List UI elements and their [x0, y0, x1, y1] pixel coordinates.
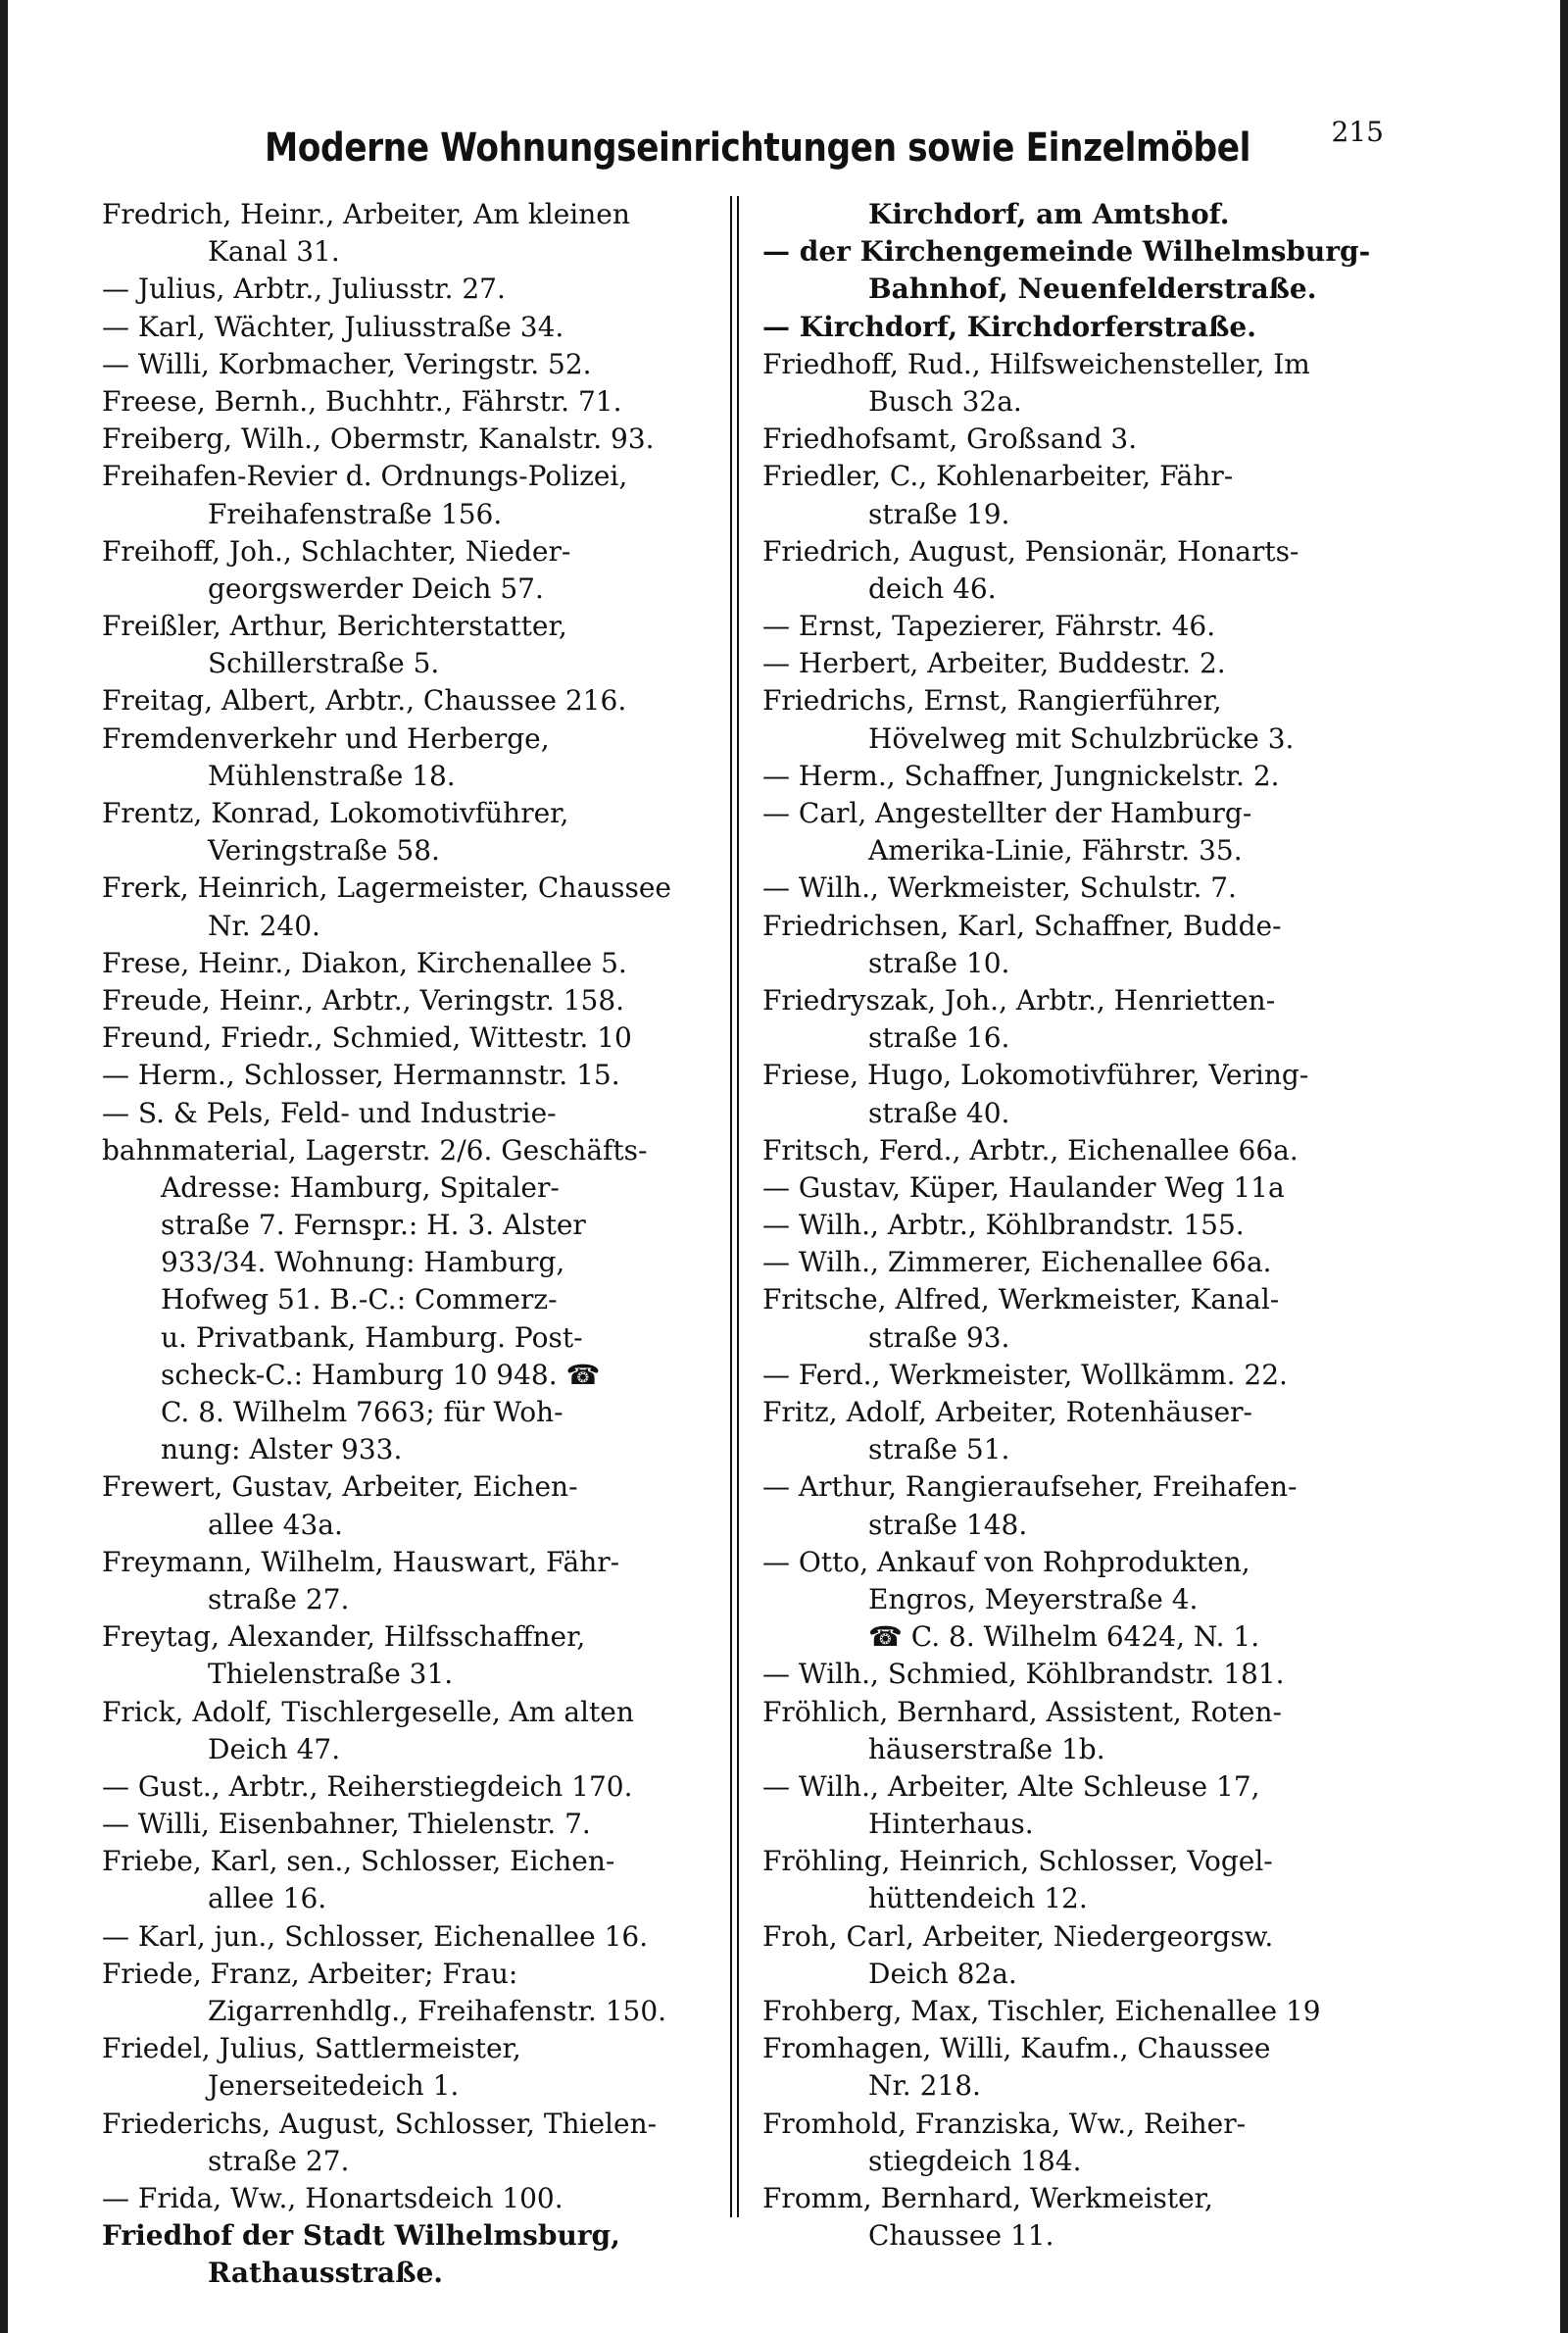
directory-line: C. 8. Wilhelm 7663; für Woh-	[161, 1396, 564, 1428]
directory-line: — Gust., Arbtr., Reiherstiegdeich 170.	[102, 1769, 633, 1803]
directory-line: — Herm., Schlosser, Hermannstr. 15.	[102, 1059, 620, 1092]
directory-line: — Frida, Ww., Honartsdeich 100.	[102, 2181, 564, 2214]
directory-line: — Kirchdorf, Kirchdorferstraße.	[762, 310, 1256, 343]
directory-line: Freißler, Arthur, Berichterstatter,	[102, 610, 567, 643]
directory-line: hüttendeich 12.	[868, 1882, 1088, 1915]
directory-line: Engros, Meyerstraße 4.	[868, 1582, 1199, 1615]
directory-line: Nr. 218.	[868, 2069, 981, 2103]
directory-line: Friederichs, August, Schlosser, Thielen-	[102, 2107, 658, 2140]
directory-line: Freihoff, Joh., Schlachter, Nieder-	[102, 534, 571, 568]
directory-line: Fromhagen, Willi, Kaufm., Chaussee	[762, 2032, 1271, 2065]
directory-line: straße 10.	[868, 946, 1010, 979]
directory-line: u. Privatbank, Hamburg. Post-	[161, 1320, 583, 1354]
directory-line: — Wilh., Zimmerer, Eichenallee 66a.	[762, 1246, 1272, 1279]
directory-line: Fritsche, Alfred, Werkmeister, Kanal-	[762, 1283, 1280, 1316]
page-header	[8, 116, 1560, 194]
directory-line: nung: Alster 933.	[161, 1433, 403, 1466]
directory-line: Friebe, Karl, sen., Schlosser, Eichen-	[102, 1845, 615, 1878]
directory-line: Zigarrenhdlg., Freihafenstr. 150.	[208, 1995, 667, 2027]
directory-line: allee 43a.	[208, 1508, 343, 1541]
directory-line: — Karl, Wächter, Juliusstraße 34.	[102, 310, 564, 343]
directory-line: — S. & Pels, Feld- und Industrie-	[102, 1096, 557, 1129]
directory-line: Amerika-Linie, Fährstr. 35.	[868, 834, 1243, 868]
directory-line: Kirchdorf, am Amtshof.	[868, 198, 1230, 230]
directory-line: — Ernst, Tapezierer, Fährstr. 46.	[762, 610, 1216, 643]
directory-line: Friede, Franz, Arbeiter; Frau:	[102, 1957, 518, 1990]
directory-line: Frick, Adolf, Tischlergeselle, Am alten	[102, 1695, 634, 1728]
directory-line: Friedhoff, Rud., Hilfsweichensteller, Im	[762, 347, 1310, 380]
directory-line: 933/34. Wohnung: Hamburg,	[161, 1246, 565, 1279]
directory-line: scheck-C.: Hamburg 10 948. ☎	[161, 1358, 601, 1391]
directory-line: Fredrich, Heinr., Arbeiter, Am kleinen	[102, 198, 630, 230]
directory-line: — Herbert, Arbeiter, Buddestr. 2.	[762, 647, 1226, 680]
directory-line: Bahnhof, Neuenfelderstraße.	[868, 273, 1317, 306]
directory-line: Rathausstraße.	[208, 2257, 444, 2290]
directory-line: — Wilh., Werkmeister, Schulstr. 7.	[762, 871, 1237, 905]
right-column	[762, 196, 1390, 2255]
directory-line: — der Kirchengemeinde Wilhelmsburg-	[762, 235, 1371, 269]
directory-line: — Wilh., Schmied, Köhlbrandstr. 181.	[762, 1658, 1285, 1691]
directory-line: Friedrichs, Ernst, Rangierführer,	[762, 684, 1222, 718]
directory-line: — Wilh., Arbtr., Köhlbrandstr. 155.	[762, 1209, 1245, 1242]
directory-line: straße 93.	[868, 1320, 1010, 1354]
directory-line: — Ferd., Werkmeister, Wollkämm. 22.	[762, 1358, 1288, 1391]
directory-line: Freund, Friedr., Schmied, Wittestr. 10	[102, 1021, 632, 1055]
directory-line: — Herm., Schaffner, Jungnickelstr. 2.	[762, 759, 1280, 792]
directory-line: häuserstraße 1b.	[868, 1732, 1105, 1765]
directory-line: — Willi, Eisenbahner, Thielenstr. 7.	[102, 1808, 591, 1841]
directory-page	[8, 0, 1560, 2333]
directory-line: — Willi, Korbmacher, Veringstr. 52.	[102, 347, 592, 380]
directory-line: georgswerder Deich 57.	[208, 571, 544, 605]
directory-line: Hofweg 51. B.-C.: Commerz-	[161, 1283, 558, 1316]
directory-line: — Karl, jun., Schlosser, Eichenallee 16.	[102, 1919, 649, 1953]
directory-line: Mühlenstraße 18.	[208, 759, 456, 792]
directory-line: Friedhofsamt, Großsand 3.	[762, 422, 1138, 456]
directory-line: straße 19.	[868, 497, 1010, 530]
directory-line: Fremdenverkehr und Herberge,	[102, 721, 550, 755]
directory-line: Veringstraße 58.	[208, 834, 440, 868]
directory-line: Thielenstraße 31.	[208, 1658, 454, 1691]
directory-line: Fritsch, Ferd., Arbtr., Eichenallee 66a.	[762, 1133, 1298, 1166]
column-divider-right	[737, 196, 739, 2217]
directory-line: bahnmaterial, Lagerstr. 2/6. Geschäfts-	[102, 1133, 648, 1166]
directory-line: — Julius, Arbtr., Juliusstr. 27.	[102, 273, 506, 306]
directory-line: Fröhling, Heinrich, Schlosser, Vogel-	[762, 1845, 1273, 1878]
directory-line: — Gustav, Küper, Haulander Weg 11a	[762, 1170, 1285, 1204]
directory-line: Freihafen-Revier d. Ordnungs-Polizei,	[102, 460, 628, 493]
directory-line: Friedel, Julius, Sattlermeister,	[102, 2032, 521, 2065]
directory-line: straße 7. Fernspr.: H. 3. Alster	[161, 1209, 586, 1242]
directory-line: — Otto, Ankauf von Rohprodukten,	[762, 1545, 1250, 1578]
directory-line: Friedrichsen, Karl, Schaffner, Budde-	[762, 909, 1282, 942]
directory-line: Deich 82a.	[868, 1957, 1017, 1990]
directory-line: Chaussee 11.	[868, 2219, 1054, 2253]
directory-line: Jenerseitedeich 1.	[208, 2069, 460, 2103]
directory-line: straße 27.	[208, 1582, 350, 1615]
directory-line: Freitag, Albert, Arbtr., Chaussee 216.	[102, 684, 627, 718]
directory-line: Friedryszak, Joh., Arbtr., Henrietten-	[762, 983, 1276, 1017]
directory-line: Fröhlich, Bernhard, Assistent, Roten-	[762, 1695, 1282, 1728]
directory-line: straße 40.	[868, 1096, 1010, 1129]
directory-line: Frentz, Konrad, Lokomotivführer,	[102, 797, 569, 829]
directory-line: Deich 47.	[208, 1732, 341, 1765]
directory-line: Fritz, Adolf, Arbeiter, Rotenhäuser-	[762, 1396, 1253, 1428]
page-number: 215	[1331, 116, 1384, 148]
directory-line: straße 27.	[208, 2144, 350, 2177]
directory-line: Hövelweg mit Schulzbrücke 3.	[868, 721, 1295, 755]
directory-line: Friedrich, August, Pensionär, Honarts-	[762, 534, 1299, 568]
directory-line: — Carl, Angestellter der Hamburg-	[762, 797, 1252, 829]
directory-line: Frese, Heinr., Diakon, Kirchenallee 5.	[102, 946, 627, 979]
page-title: Moderne Wohnungseinrichtungen sowie Einzelmöbel	[265, 125, 1251, 171]
directory-line: Friedhof der Stadt Wilhelmsburg,	[102, 2219, 620, 2253]
directory-line: Freiberg, Wilh., Obermstr, Kanalstr. 93.	[102, 422, 655, 456]
left-column	[102, 196, 729, 2293]
directory-line: Frerk, Heinrich, Lagermeister, Chaussee	[102, 871, 671, 905]
directory-line: Freude, Heinr., Arbtr., Veringstr. 158.	[102, 983, 625, 1017]
directory-line: stiegdeich 184.	[868, 2144, 1082, 2177]
directory-line: Frohberg, Max, Tischler, Eichenallee 19	[762, 1995, 1321, 2027]
directory-line: Fromhold, Franziska, Ww., Reiher-	[762, 2107, 1247, 2140]
directory-line: Freihafenstraße 156.	[208, 497, 503, 530]
directory-line: Hinterhaus.	[868, 1808, 1034, 1841]
directory-line: deich 46.	[868, 571, 997, 605]
directory-line: Freese, Bernh., Buchhtr., Fährstr. 71.	[102, 384, 622, 418]
directory-line: Freymann, Wilhelm, Hauswart, Fähr-	[102, 1545, 620, 1578]
directory-line: Adresse: Hamburg, Spitaler-	[161, 1170, 560, 1204]
directory-line: — Wilh., Arbeiter, Alte Schleuse 17,	[762, 1769, 1260, 1803]
directory-line: Nr. 240.	[208, 909, 320, 942]
directory-line: ☎ C. 8. Wilhelm 6424, N. 1.	[868, 1620, 1260, 1654]
directory-line: Schillerstraße 5.	[208, 647, 440, 680]
directory-line: Friese, Hugo, Lokomotivführer, Vering-	[762, 1059, 1309, 1092]
directory-line: Friedler, C., Kohlenarbeiter, Fähr-	[762, 460, 1234, 493]
directory-line: Freytag, Alexander, Hilfsschaffner,	[102, 1620, 586, 1654]
directory-line: straße 148.	[868, 1508, 1028, 1541]
directory-line: straße 16.	[868, 1021, 1010, 1055]
directory-line: Froh, Carl, Arbeiter, Niedergeorgsw.	[762, 1919, 1274, 1953]
directory-line: — Arthur, Rangieraufseher, Freihafen-	[762, 1470, 1298, 1504]
column-divider-left	[730, 196, 732, 2217]
directory-line: straße 51.	[868, 1433, 1010, 1466]
directory-line: Kanal 31.	[208, 235, 340, 269]
directory-line: Busch 32a.	[868, 384, 1022, 418]
directory-line: allee 16.	[208, 1882, 327, 1915]
directory-line: Frewert, Gustav, Arbeiter, Eichen-	[102, 1470, 578, 1504]
directory-line: Fromm, Bernhard, Werkmeister,	[762, 2181, 1213, 2214]
